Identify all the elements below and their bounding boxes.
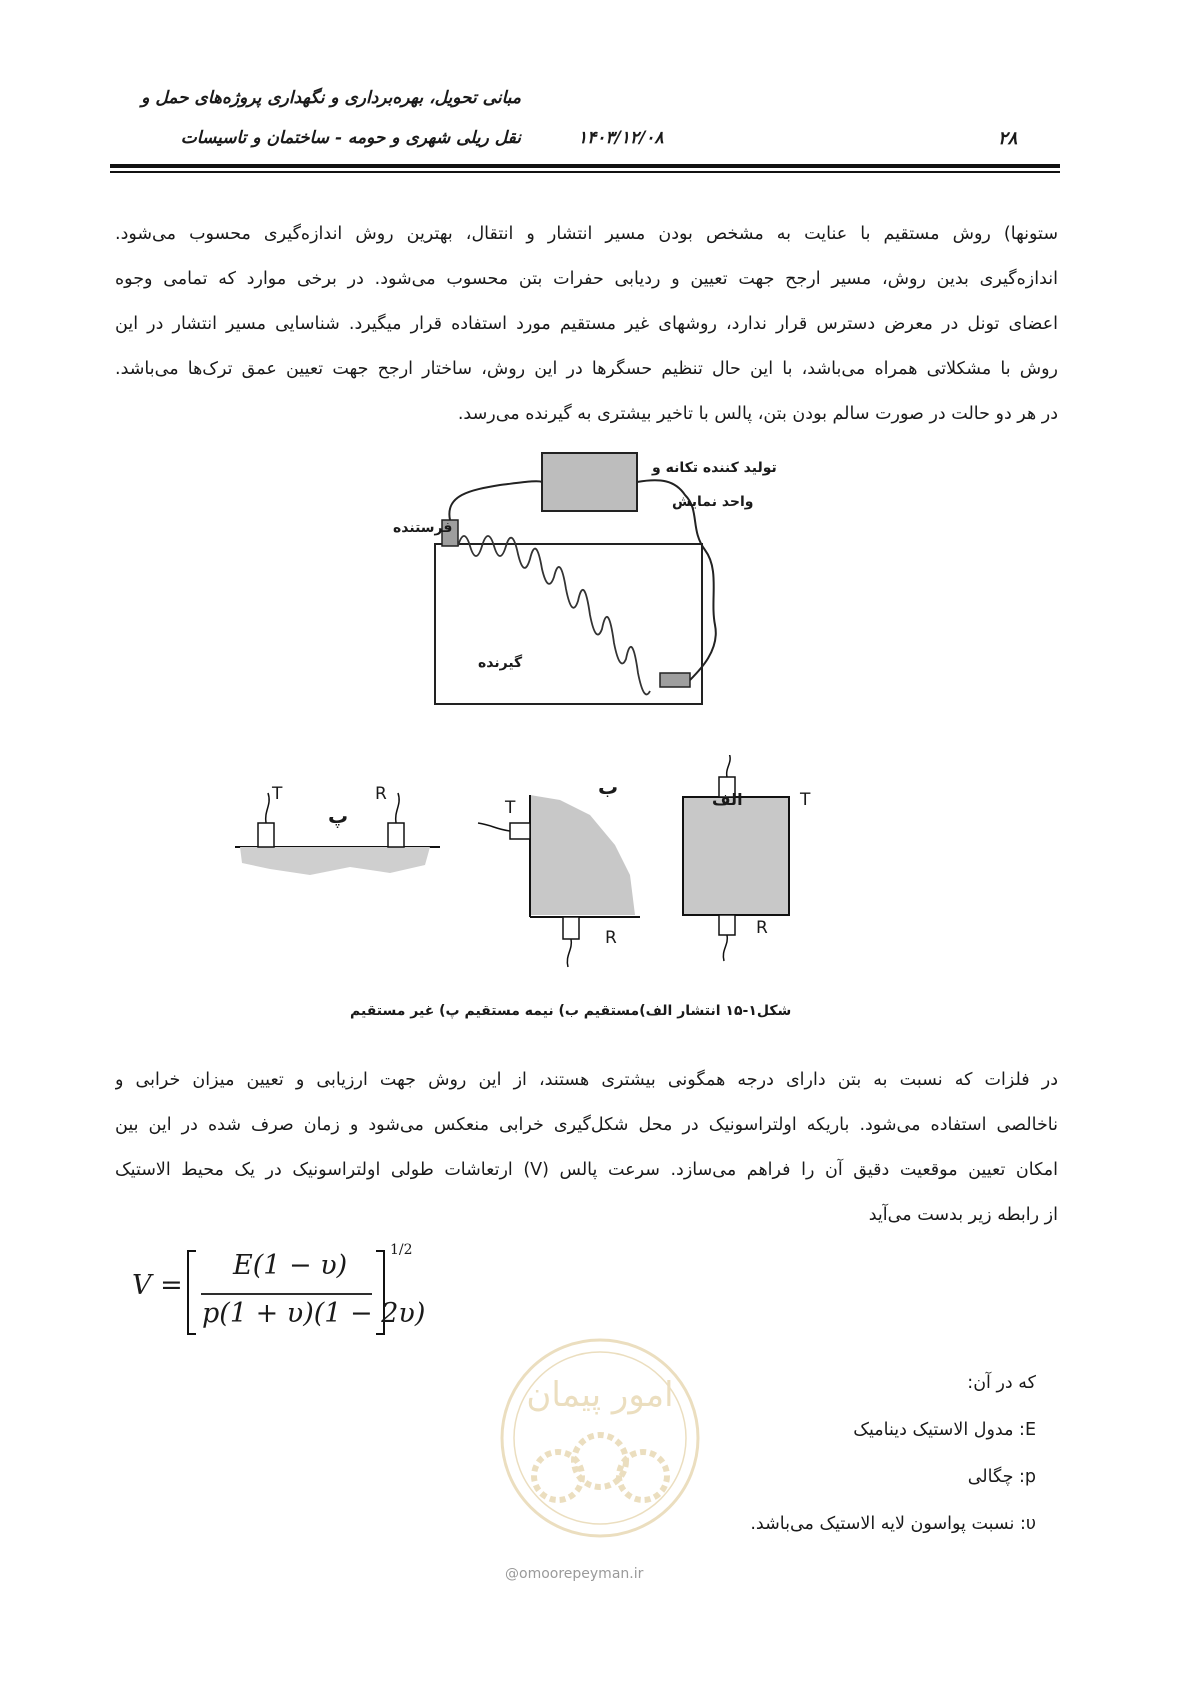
receiver-probe-indirect xyxy=(388,823,404,847)
paragraph-2 xyxy=(115,1058,1058,1238)
paragraph-1 xyxy=(115,212,1058,437)
figure-caption: شکل۱-۱۵ انتشار الف)مستقیم ب) نیمه مستقیم پ) غیر مستقیم xyxy=(350,1003,792,1019)
paragraph-line: روش با مشکلاتی همراه می‌باشد، با این حال تنظیم حسگرها در این روش، ساختار ارجح جهت تعیین عمق ترک‌ها می‌باشد. xyxy=(115,359,1058,379)
label-sub-be: ب xyxy=(598,775,619,799)
watermark-logo-text: امور پیمان xyxy=(526,1375,674,1415)
formula-lhs: V = xyxy=(132,1270,183,1301)
label-T-pe: T xyxy=(272,784,283,804)
receiver-probe xyxy=(660,673,690,687)
ultrasonic-setup-diagram xyxy=(390,450,790,720)
generator-box xyxy=(542,453,637,511)
label-T-alef: T xyxy=(800,790,811,810)
propagation-methods-diagram xyxy=(230,755,870,970)
header-title-line2: نقل ریلی شهری و حومه - ساختمان و تاسیسات xyxy=(180,128,521,148)
formula-denominator: p(1 + υ)(1 − 2υ) xyxy=(202,1298,426,1329)
watermark-text: @omoorepeyman.ir xyxy=(505,1566,644,1582)
paragraph-line: امکان تعیین موقعیت دقیق آن را فراهم می‌سازد. سرعت پالس (V) ارتعاشات طولی اولتراسونیک در یک محیط الاستیک xyxy=(115,1160,1058,1180)
label-receiver: گیرنده xyxy=(478,655,523,671)
receiver-probe-semidirect xyxy=(563,917,579,939)
paragraph-line: در هر دو حالت در صورت سالم بودن بتن، پالس با تاخیر بیشتری به گیرنده می‌رسد. xyxy=(457,404,1058,424)
paragraph-line: در فلزات که نسبت به بتن دارای درجه همگونی بیشتری هستند، از این روش جهت ارزیابی و تعیین میزان خرابی و xyxy=(115,1070,1058,1090)
header-date: ۱۴۰۳/۱۲/۰۸ xyxy=(578,128,664,148)
transmitter-probe-indirect xyxy=(258,823,274,847)
cable-transmitter xyxy=(449,481,542,520)
definitions-intro: که در آن: xyxy=(967,1373,1036,1393)
concrete-direct xyxy=(683,797,789,915)
definitions-list xyxy=(750,1360,1036,1548)
label-R-be: R xyxy=(605,928,617,948)
watermark-logo xyxy=(498,1336,703,1541)
label-transmitter: فرستنده xyxy=(393,520,453,536)
header-rule-thin xyxy=(110,171,1060,173)
header-rule-thick xyxy=(110,164,1060,168)
label-display: واحد نمایش xyxy=(672,494,754,510)
paragraph-line: از رابطه زیر بدست می‌آید xyxy=(868,1205,1058,1225)
label-generator: تولید کننده تکانه و xyxy=(652,460,777,476)
paragraph-line: ناخالصی استفاده می‌شود. باریکه اولتراسونیک در محل شکل‌گیری خرابی منعکس می‌شود و زمان صرف شده در این بین xyxy=(115,1115,1058,1135)
formula-numerator: E(1 − υ) xyxy=(233,1250,348,1281)
page-number: ۲۸ xyxy=(998,128,1018,149)
paragraph-line: ستونها) روش مستقیم با عنایت به مشخص بودن مسیر انتشار و انتقال، بهترین روش اندازه‌گیری محسوب می‌شود. xyxy=(115,224,1058,244)
receiver-probe-direct xyxy=(719,915,735,935)
header-title-line1: مبانی تحویل، بهره‌برداری و نگهداری پروژه‌های حمل و xyxy=(141,88,521,108)
paragraph-line: اندازه‌گیری بدین روش، مسیر ارجح جهت تعیین و ردیابی حفرات بتن محسوب می‌شود. در برخی موارد که تمامی وجوه xyxy=(115,269,1058,289)
label-sub-pe: پ xyxy=(328,804,349,828)
definition-v: υ: نسبت پواسون لایه الاستیک می‌باشد. xyxy=(750,1514,1036,1534)
label-sub-alef: الف xyxy=(712,790,743,809)
formula-exponent: 1/2 xyxy=(390,1242,413,1258)
concrete-indirect xyxy=(240,847,430,875)
definition-E: E: مدول الاستیک دینامیک xyxy=(853,1420,1036,1440)
definition-p: p: چگالی xyxy=(967,1467,1036,1487)
label-R-pe: R xyxy=(375,784,387,804)
label-R-alef: R xyxy=(756,918,768,938)
paragraph-line: اعضای تونل در معرض دسترس قرار ندارد، روشهای غیر مستقیم مورد استفاده قرار میگیرد. شناسایی مسیر انتشار در این xyxy=(115,314,1058,334)
concrete-semidirect xyxy=(530,795,635,915)
transmitter-probe-semidirect xyxy=(510,823,530,839)
label-T-be: T xyxy=(505,798,516,818)
